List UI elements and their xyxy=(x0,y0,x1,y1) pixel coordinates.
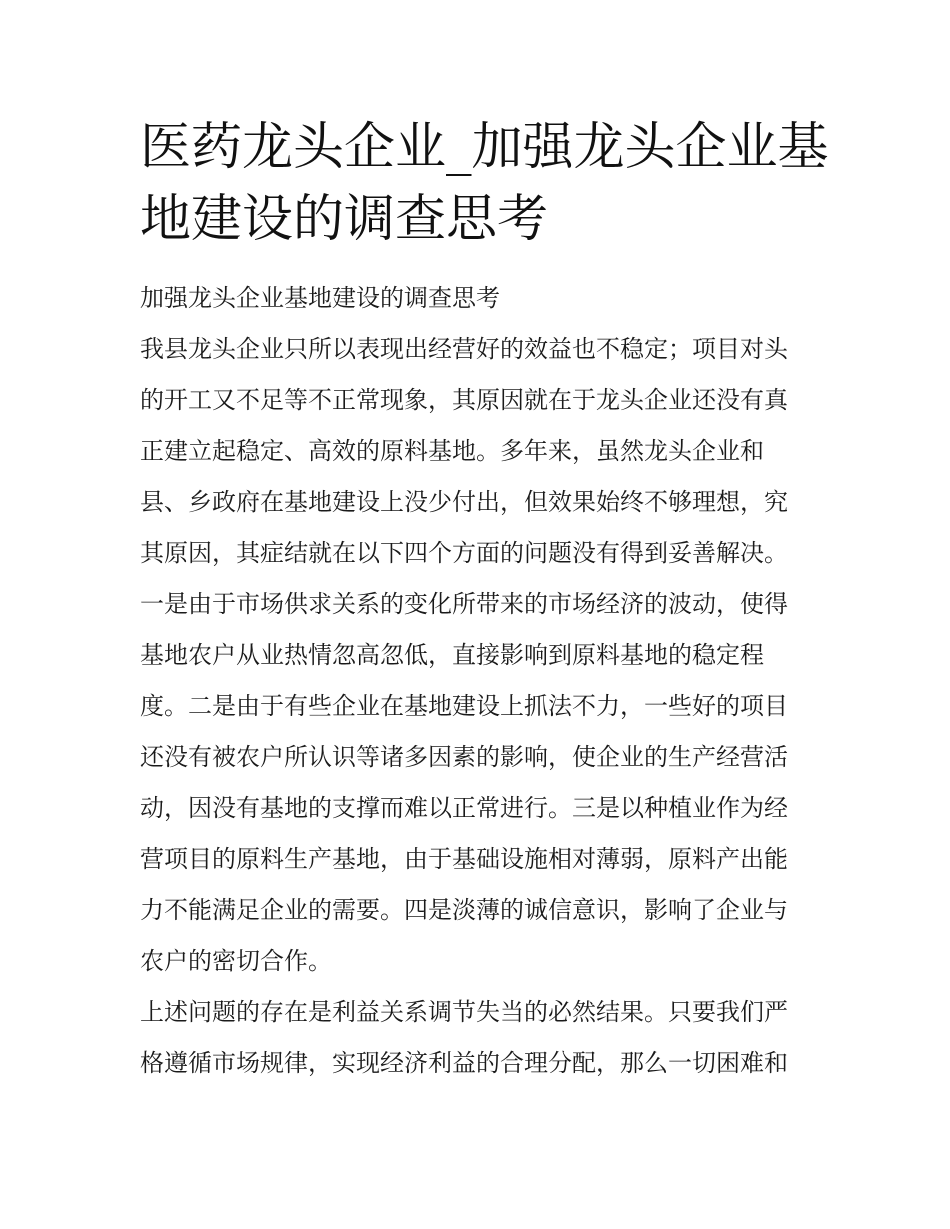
text-line: 正建立起稳定、高效的原料基地。多年来，虽然龙头企业和 xyxy=(140,437,764,465)
text-line: 县、乡政府在基地建设上没少付出，但效果始终不够理想，究 xyxy=(140,488,788,516)
document-title xyxy=(140,112,829,256)
body-paragraph-1 xyxy=(140,324,812,987)
document-subtitle: 加强龙头企业基地建设的调查思考 xyxy=(140,284,500,312)
text-line: 我县龙头企业只所以表现出经营好的效益也不稳定；项目对头 xyxy=(140,335,788,363)
body-paragraph-2 xyxy=(140,987,812,1089)
text-line: 格遵循市场规律，实现经济利益的合理分配，那么一切困难和 xyxy=(140,1049,788,1077)
text-line: 还没有被农户所认识等诸多因素的影响，使企业的生产经营活 xyxy=(140,743,788,771)
text-line: 营项目的原料生产基地，由于基础设施相对薄弱，原料产出能 xyxy=(140,845,788,873)
title-line: 地建设的调查思考 xyxy=(140,190,549,249)
text-line: 度。二是由于有些企业在基地建设上抓法不力，一些好的项目 xyxy=(140,692,788,720)
text-line: 上述问题的存在是利益关系调节失当的必然结果。只要我们严 xyxy=(140,998,788,1026)
text-line: 农户的密切合作。 xyxy=(140,947,332,975)
text-line: 的开工又不足等不正常现象，其原因就在于龙头企业还没有真 xyxy=(140,386,788,414)
text-line: 其原因，其症结就在以下四个方面的问题没有得到妥善解决。 xyxy=(140,539,788,567)
text-line: 一是由于市场供求关系的变化所带来的市场经济的波动，使得 xyxy=(140,590,788,618)
text-line: 力不能满足企业的需要。四是淡薄的诚信意识，影响了企业与 xyxy=(140,896,788,924)
text-line: 动，因没有基地的支撑而难以正常进行。三是以种植业作为经 xyxy=(140,794,788,822)
title-line: 医药龙头企业_加强龙头企业基 xyxy=(140,118,829,177)
text-line: 基地农户从业热情忽高忽低，直接影响到原料基地的稳定程 xyxy=(140,641,764,669)
document-page xyxy=(140,112,829,1089)
